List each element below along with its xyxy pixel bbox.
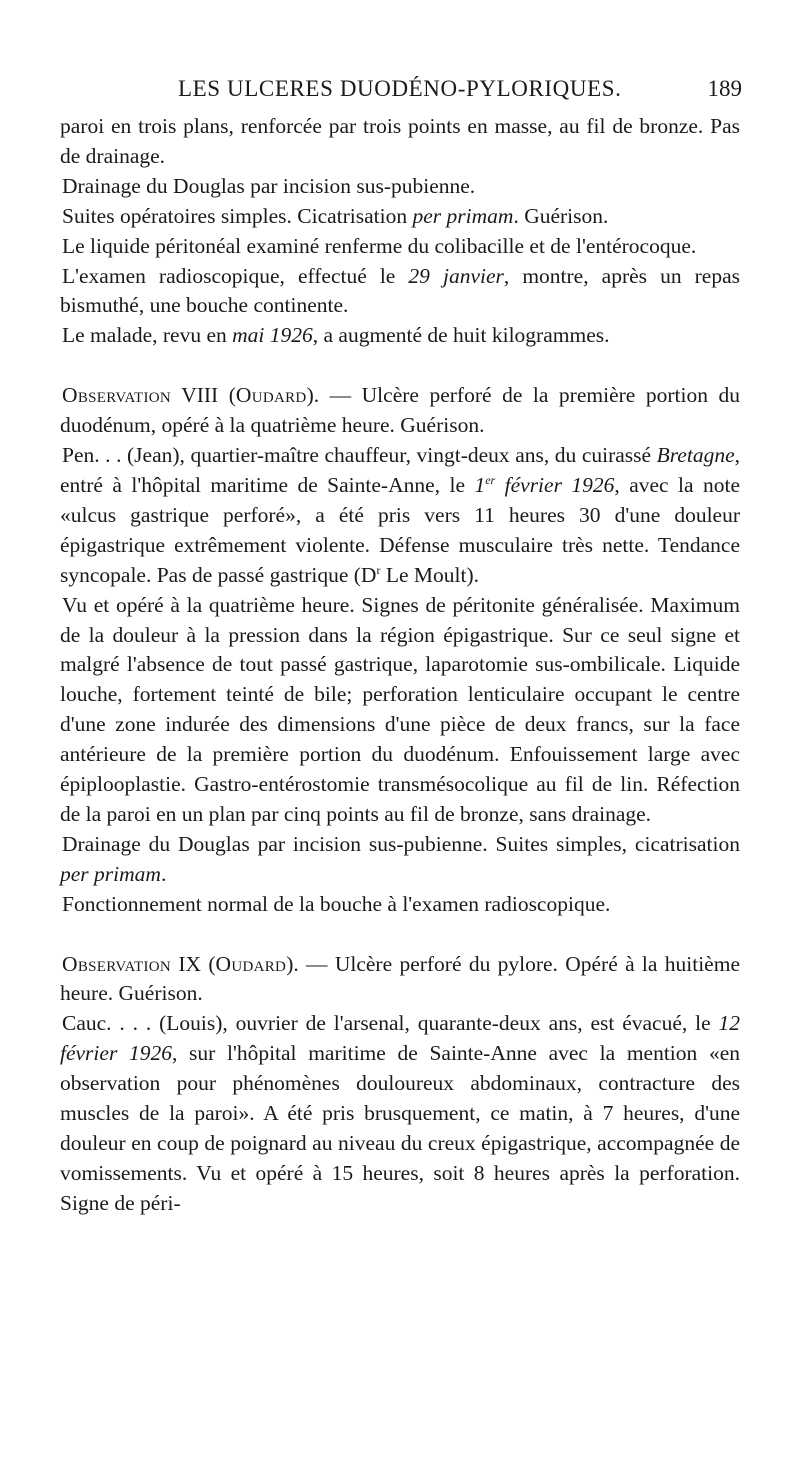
text-run: , avec la note «ulcus gastrique perforé», a été pris vers 11 heures 30 d'une douleur épigastrique extrêmement violente. Défense musculaire très nette. Tendance syncopale. Pas de passé gastrique (D [60,472,741,587]
text-run: Le Moult). [380,562,479,587]
text-run: , entré à l'hôpital maritime de Sainte-Anne, le [60,443,740,497]
obs9-heading [60,950,740,1010]
obs9-paragraph [60,1009,740,1218]
text-run: février 1926 [495,472,615,497]
author-name: Oudard [215,951,287,976]
text-run: ). — Ulcère perforé de la première portion du duodénum, opéré à la quatrième heure. Guérison. [60,383,740,438]
text-run: IX ( [171,951,216,976]
obs8-heading [60,381,740,441]
italic-run: mai 1926 [232,323,313,348]
page-body [60,112,740,1219]
text-run: VIII ( [171,383,236,408]
text-run: . Guérison. [513,203,609,228]
text-run: Cauc. . . . (Louis), ouvrier de l'arsenal, quarante-deux ans, est évacué, le [62,1011,719,1036]
ship-name: Bretagne [656,443,735,468]
obs8-paragraph: Fonctionnement normal de la bouche à l'examen radioscopique. [62,891,611,916]
italic-run [474,473,614,497]
obs8-paragraph: Vu et opéré à la quatrième heure. Signes de péritonite généralisée. Maximum de la douleur à la pression dans la région épigastrique. Sur ce seul signe et malgré l'absence de tout passé gastrique, laparotomie sus-ombilicale. Liquide louche, fortement teinté de bile; perforation lenticulaire occupant le centre d'une zone indurée des dimensions d'une pièce de deux francs, sur la face antérieure de la première portion du duodénum. Enfouissement large avec épiplooplastie. Gastro-entérostomie transmésocolique au fil de lin. Réfection de la paroi en un plan par cinq points au fil de bronze, sans drainage. [60,592,740,826]
text-run: . [160,861,167,886]
observation-label: Observation [62,383,172,408]
superscript: r [376,562,381,577]
italic-run: per primam [60,861,161,886]
obs7-paragraph: paroi en trois plans, renforcée par trois points en masse, au fil de bronze. Pas de drainage. [60,114,740,168]
obs7-paragraph: Le liquide péritonéal examiné renferme du colibacille et de l'entérocoque. [62,233,697,258]
page-number: 189 [707,76,742,101]
text-run: Pen. . . (Jean), quartier-maître chauffeur, vingt-deux ans, du cuirassé [62,443,657,468]
obs8-paragraph [60,441,740,591]
observation-label: Observation [62,951,172,976]
obs8-paragraph [60,830,740,890]
author-name: Oudard [235,383,307,408]
italic-run: 29 janvier [408,263,504,288]
obs7-paragraph: Drainage du Douglas par incision sus-pubienne. [62,173,476,198]
obs7-paragraph [60,321,740,351]
text-run: ). — Ulcère perforé du pylore. Opéré à la huitième heure. Guérison. [60,951,740,1006]
text-run: , montre, après un repas bismuthé, une bouche continente. [60,263,741,318]
section-spacer [60,351,740,381]
text-run: , sur l'hôpital maritime de Sainte-Anne avec la mention «en observation pour phénomènes douloureux abdominaux, contracture des muscles de la paroi». A été pris brusquement, ce matin, à 7 heures, d'une douleur en coup de poignard au niveau du creux épigastrique, accompagnée de vomissements. Vu et opéré à 15 heures, soit 8 heures après la perforation. Signe de péri- [60,1041,740,1215]
obs7-paragraph [60,262,740,322]
text-run: Le malade, revu en [62,323,233,348]
italic-run: per primam [412,203,514,228]
text-run: Suites opératoires simples. Cicatrisation [62,203,413,228]
text-run: , a augmenté de huit kilogrammes. [312,323,610,348]
running-title: LES ULCERES DUODÉNO-PYLORIQUES. [178,76,622,101]
text-run: Drainage du Douglas par incision sus-pubienne. Suites simples, cicatrisation [62,831,740,856]
text-run: 1 [474,472,486,497]
obs7-paragraph [60,202,740,232]
text-run: L'examen radioscopique, effectué le [62,263,409,288]
page-header [62,76,742,108]
italic-run: 12 février 1926 [60,1011,740,1066]
section-spacer [60,920,740,950]
superscript: er [485,472,496,487]
